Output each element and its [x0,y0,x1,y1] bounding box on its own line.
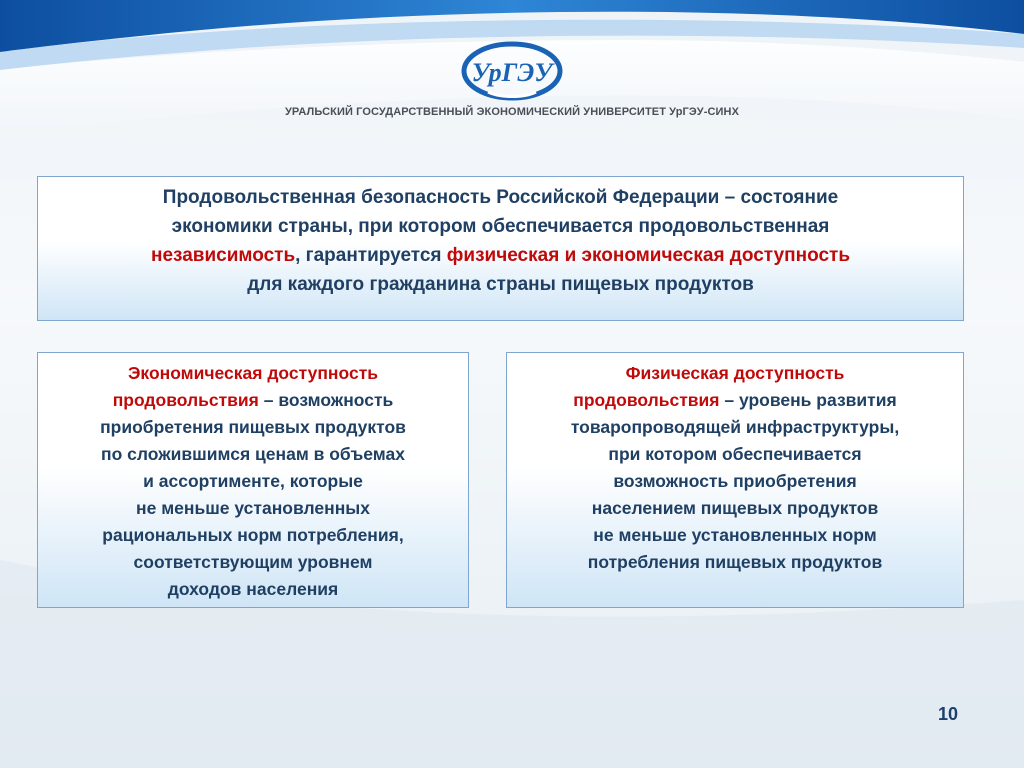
economic-line: и ассортименте, которые [143,471,363,491]
economic-title-term: продовольствия [112,390,259,410]
definition-line-4: для каждого гражданина страны пищевых продуктов [247,274,754,295]
economic-access-box [37,352,469,608]
physical-line: потребления пищевых продуктов [587,552,883,572]
definition-line-2: экономики страны, при котором обеспечивается продовольственная [171,216,830,237]
economic-title-suffix: – возможность [258,390,394,410]
economic-line: по сложившимся ценам в объемах [101,444,405,464]
logo-text: УрГЭУ [471,58,553,87]
page-number: 10 [937,704,959,724]
economic-title: Экономическая доступность [127,363,379,383]
physical-title-term: продовольствия [573,390,720,410]
physical-line: не меньше установленных норм [593,525,877,545]
physical-line: возможность приобретения [613,471,857,491]
economic-line: рациональных норм потребления, [102,525,404,545]
physical-access-box [506,352,964,608]
definition-line-3 [38,241,963,270]
economic-line: приобретения пищевых продуктов [100,417,406,437]
physical-line: при котором обеспечивается [608,444,862,464]
physical-title: Физическая доступность [625,363,845,383]
definition-line-1: Продовольственная безопасность Российской Федерации – состояние [162,187,839,208]
physical-line: товаропроводящей инфраструктуры, [570,417,900,437]
university-caption: УРАЛЬСКИЙ ГОСУДАРСТВЕННЫЙ ЭКОНОМИЧЕСКИЙ УНИВЕРСИТЕТ УрГЭУ-СИНХ [284,106,740,118]
economic-title-line-2 [38,387,468,414]
definition-box [37,176,964,321]
physical-line: населением пищевых продуктов [591,498,879,518]
physical-title-line-2 [507,387,963,414]
economic-line: не меньше установленных [136,498,370,518]
economic-line: доходов населения [167,579,339,599]
definition-highlight-independence: независимость [151,245,296,266]
definition-connector: , гарантируется [295,245,447,266]
definition-highlight-accessibility: физическая и экономическая доступность [446,245,850,266]
university-logo [0,40,1024,102]
economic-line: соответствующим уровнем [133,552,373,572]
physical-title-suffix: – уровень развития [719,390,897,410]
